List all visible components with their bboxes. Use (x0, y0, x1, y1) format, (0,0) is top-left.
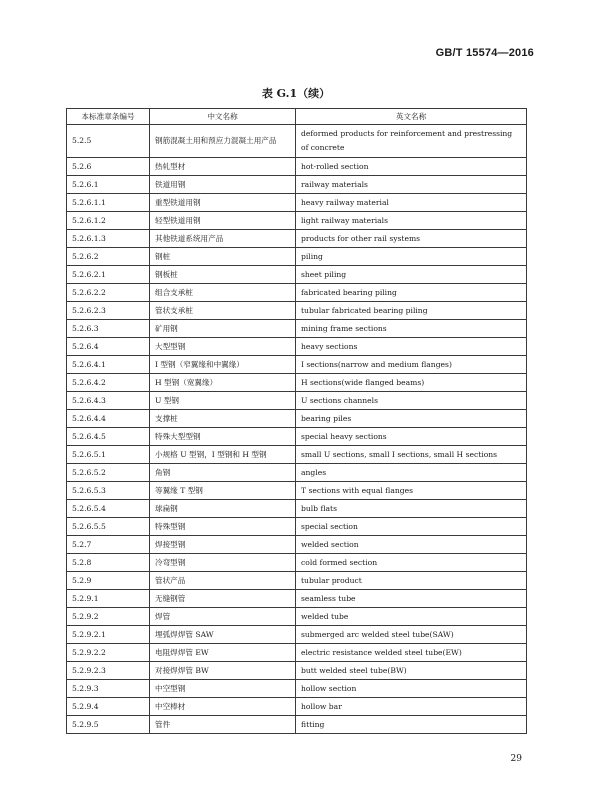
chinese-name-cell: 冷弯型钢 (150, 554, 296, 572)
english-name-cell: welded tube (296, 608, 527, 626)
clause-number-cell: 5.2.6.1.1 (67, 194, 150, 212)
english-name-cell: tubular fabricated bearing piling (296, 302, 527, 320)
clause-number-cell: 5.2.6.5.1 (67, 446, 150, 464)
table-row (67, 590, 527, 608)
english-name-cell: butt welded steel tube(BW) (296, 662, 527, 680)
english-name-cell: H sections(wide flanged beams) (296, 374, 527, 392)
english-name-cell: special section (296, 518, 527, 536)
chinese-name-cell: 角钢 (150, 464, 296, 482)
table-row (67, 572, 527, 590)
chinese-name-cell: I 型钢（窄翼缘和中翼缘） (150, 356, 296, 374)
clause-number-cell: 5.2.6.3 (67, 320, 150, 338)
english-name-cell: welded section (296, 536, 527, 554)
chinese-name-cell: 管状产品 (150, 572, 296, 590)
english-name-cell: small U sections, small I sections, small H sections (296, 446, 527, 464)
chinese-name-cell: 中空型钢 (150, 680, 296, 698)
clause-number-cell: 5.2.6.2.2 (67, 284, 150, 302)
table-row (67, 536, 527, 554)
chinese-name-cell: 轻型铁道用钢 (150, 212, 296, 230)
standard-number: GB/T 15574—2016 (435, 47, 534, 59)
chinese-name-cell: 重型铁道用钢 (150, 194, 296, 212)
terms-table-container (66, 108, 526, 734)
chinese-name-cell: 钢筋混凝土用和预应力混凝土用产品 (150, 125, 296, 158)
clause-number-cell: 5.2.6.1 (67, 176, 150, 194)
chinese-name-cell: 钢板桩 (150, 266, 296, 284)
clause-number-cell: 5.2.9.4 (67, 698, 150, 716)
english-name-cell: bulb flats (296, 500, 527, 518)
table-row (67, 176, 527, 194)
table-row (67, 464, 527, 482)
clause-number-cell: 5.2.6 (67, 158, 150, 176)
clause-number-cell: 5.2.9 (67, 572, 150, 590)
chinese-name-cell: 支撑桩 (150, 410, 296, 428)
column-header-clause-number: 本标准章条编号 (67, 109, 150, 125)
clause-number-cell: 5.2.6.4.3 (67, 392, 150, 410)
table-row (67, 698, 527, 716)
english-name-cell: I sections(narrow and medium flanges) (296, 356, 527, 374)
clause-number-cell: 5.2.6.5.5 (67, 518, 150, 536)
english-name-cell: special heavy sections (296, 428, 527, 446)
english-name-cell: products for other rail systems (296, 230, 527, 248)
chinese-name-cell: 特殊型钢 (150, 518, 296, 536)
table-row (67, 338, 527, 356)
english-name-cell: seamless tube (296, 590, 527, 608)
column-header-english-name: 英文名称 (296, 109, 527, 125)
chinese-name-cell: 焊管 (150, 608, 296, 626)
english-name-cell: heavy railway material (296, 194, 527, 212)
clause-number-cell: 5.2.6.2.3 (67, 302, 150, 320)
clause-number-cell: 5.2.9.2 (67, 608, 150, 626)
clause-number-cell: 5.2.8 (67, 554, 150, 572)
chinese-name-cell: 埋弧焊焊管 SAW (150, 626, 296, 644)
chinese-name-cell: 焊接型钢 (150, 536, 296, 554)
table-row (67, 320, 527, 338)
clause-number-cell: 5.2.9.3 (67, 680, 150, 698)
table-row (67, 230, 527, 248)
clause-number-cell: 5.2.7 (67, 536, 150, 554)
table-row (67, 608, 527, 626)
table-row (67, 446, 527, 464)
clause-number-cell: 5.2.6.5.3 (67, 482, 150, 500)
chinese-name-cell: 管状支承桩 (150, 302, 296, 320)
clause-number-cell: 5.2.6.4 (67, 338, 150, 356)
english-name-cell: T sections with equal flanges (296, 482, 527, 500)
table-row (67, 125, 527, 158)
clause-number-cell: 5.2.6.5.2 (67, 464, 150, 482)
table-row (67, 392, 527, 410)
table-row (67, 302, 527, 320)
english-name-cell: angles (296, 464, 527, 482)
clause-number-cell: 5.2.6.2 (67, 248, 150, 266)
chinese-name-cell: 电阻焊焊管 EW (150, 644, 296, 662)
table-row (67, 554, 527, 572)
english-name-cell: hollow bar (296, 698, 527, 716)
table-row (67, 158, 527, 176)
english-name-cell: fabricated bearing piling (296, 284, 527, 302)
english-name-cell: heavy sections (296, 338, 527, 356)
chinese-name-cell: U 型钢 (150, 392, 296, 410)
english-name-cell: piling (296, 248, 527, 266)
clause-number-cell: 5.2.9.2.1 (67, 626, 150, 644)
clause-number-cell: 5.2.6.5.4 (67, 500, 150, 518)
english-name-cell: bearing piles (296, 410, 527, 428)
clause-number-cell: 5.2.6.4.2 (67, 374, 150, 392)
english-name-cell: light railway materials (296, 212, 527, 230)
table-row (67, 284, 527, 302)
chinese-name-cell: 特殊大型型钢 (150, 428, 296, 446)
english-name-cell: hot-rolled section (296, 158, 527, 176)
table-row (67, 482, 527, 500)
table-row (67, 266, 527, 284)
english-name-cell: fitting (296, 716, 527, 734)
clause-number-cell: 5.2.6.1.2 (67, 212, 150, 230)
chinese-name-cell: 球扁钢 (150, 500, 296, 518)
clause-number-cell: 5.2.9.5 (67, 716, 150, 734)
table-row (67, 716, 527, 734)
english-name-cell: tubular product (296, 572, 527, 590)
column-header-chinese-name: 中文名称 (150, 109, 296, 125)
english-name-cell: U sections channels (296, 392, 527, 410)
chinese-name-cell: 等翼缘 T 型钢 (150, 482, 296, 500)
chinese-name-cell: 中空棒材 (150, 698, 296, 716)
table-row (67, 356, 527, 374)
terms-table (66, 108, 527, 734)
table-row (67, 248, 527, 266)
table-row (67, 662, 527, 680)
chinese-name-cell: 矿用钢 (150, 320, 296, 338)
chinese-name-cell: H 型钢（宽翼缘） (150, 374, 296, 392)
table-row (67, 374, 527, 392)
table-caption: 表 G.1（续） (261, 87, 331, 100)
table-body (67, 125, 527, 734)
chinese-name-cell: 大型型钢 (150, 338, 296, 356)
table-row (67, 194, 527, 212)
clause-number-cell: 5.2.9.2.3 (67, 662, 150, 680)
chinese-name-cell: 其他铁道系统用产品 (150, 230, 296, 248)
table-row (67, 626, 527, 644)
table-row (67, 410, 527, 428)
chinese-name-cell: 组合支承桩 (150, 284, 296, 302)
table-row (67, 212, 527, 230)
clause-number-cell: 5.2.5 (67, 125, 150, 158)
english-name-cell: hollow section (296, 680, 527, 698)
table-row (67, 680, 527, 698)
table-row (67, 428, 527, 446)
english-name-cell: electric resistance welded steel tube(EW) (296, 644, 527, 662)
chinese-name-cell: 铁道用钢 (150, 176, 296, 194)
english-name-cell: mining frame sections (296, 320, 527, 338)
clause-number-cell: 5.2.6.1.3 (67, 230, 150, 248)
english-name-cell: sheet piling (296, 266, 527, 284)
table-row (67, 518, 527, 536)
english-name-cell: railway materials (296, 176, 527, 194)
clause-number-cell: 5.2.9.2.2 (67, 644, 150, 662)
clause-number-cell: 5.2.6.4.5 (67, 428, 150, 446)
chinese-name-cell: 无缝钢管 (150, 590, 296, 608)
table-header-row (67, 109, 527, 125)
clause-number-cell: 5.2.6.4.1 (67, 356, 150, 374)
clause-number-cell: 5.2.9.1 (67, 590, 150, 608)
chinese-name-cell: 管件 (150, 716, 296, 734)
english-name-cell: cold formed section (296, 554, 527, 572)
english-name-cell: deformed products for reinforcement and prestressing of concrete (296, 125, 527, 158)
chinese-name-cell: 热轧型材 (150, 158, 296, 176)
clause-number-cell: 5.2.6.4.4 (67, 410, 150, 428)
table-row (67, 644, 527, 662)
chinese-name-cell: 钢桩 (150, 248, 296, 266)
table-row (67, 500, 527, 518)
clause-number-cell: 5.2.6.2.1 (67, 266, 150, 284)
english-name-cell: submerged arc welded steel tube(SAW) (296, 626, 527, 644)
chinese-name-cell: 对接焊焊管 BW (150, 662, 296, 680)
chinese-name-cell: 小规格 U 型钢，I 型钢和 H 型钢 (150, 446, 296, 464)
page-number: 29 (510, 754, 522, 764)
